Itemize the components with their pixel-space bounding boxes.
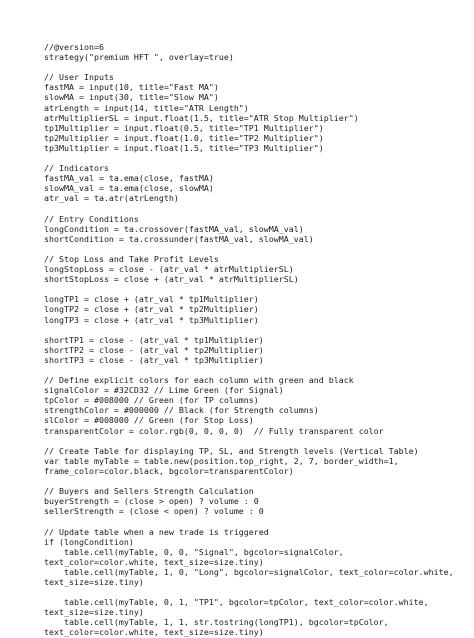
code-line: // Indicators (44, 163, 109, 174)
code-line: tp3Multiplier = input.float(1.5, title="TP3 Multiplier") (44, 142, 324, 153)
code-line: transparentColor = color.rgb(0, 0, 0, 0) // Fully transparent color (44, 425, 384, 436)
code-line: text_color=color.white, text_size=size.tiny) (44, 627, 264, 638)
code-line: longTP3 = close + (atr_val * tp3Multiplier) (44, 314, 259, 325)
blank-line (44, 476, 464, 486)
code-line: shortStopLoss = close + (atr_val * atrMultiplierSL) (44, 274, 299, 285)
code-line: // Create Table for displaying TP, SL, and Strength levels (Vertical Table) (44, 445, 419, 456)
code-line: // Define explicit colors for each column with green and black (44, 375, 354, 386)
blank-line (44, 516, 464, 526)
code-line: var table myTable = table.new(position.top_right, 2, 7, border_width=1, (44, 455, 399, 466)
blank-line (44, 204, 464, 214)
code-line: shortTP2 = close - (atr_val * tp2Multiplier) (44, 344, 264, 355)
code-line: slowMA = input(30, title="Slow MA") (44, 92, 219, 103)
blank-line (44, 436, 464, 446)
blank-line (44, 284, 464, 294)
blank-line (44, 325, 464, 335)
code-line: table.cell(myTable, 0, 1, "TP1", bgcolor=tpColor, text_color=color.white, (44, 597, 429, 608)
code-line: longTP1 = close + (atr_val * tp1Multiplier) (44, 294, 259, 305)
code-line: text_size=size.tiny) (44, 607, 144, 618)
code-line: slowMA_val = ta.ema(close, slowMA) (44, 183, 214, 194)
code-line: longStopLoss = close - (atr_val * atrMultiplierSL) (44, 264, 294, 275)
code-line: atrMultiplierSL = input.float(1.5, title="ATR Stop Multiplier") (44, 112, 359, 123)
code-line: // Stop Loss and Take Profit Levels (44, 253, 219, 264)
code-line: slColor = #008000 // Green (for Stop Loss) (44, 415, 254, 426)
code-line: buyerStrength = (close > open) ? volume : 0 (44, 496, 259, 507)
code-line: // Entry Conditions (44, 213, 139, 224)
code-line: shortTP3 = close - (atr_val * tp3Multiplier) (44, 354, 264, 365)
code-line: strengthColor = #000000 // Black (for Strength columns) (44, 405, 319, 416)
code-line: sellerStrength = (close < open) ? volume : 0 (44, 506, 264, 517)
code-line: longCondition = ta.crossover(fastMA_val, slowMA_val) (44, 223, 304, 234)
code-line: if (longCondition) (44, 536, 134, 547)
code-line: table.cell(myTable, 1, 1, str.tostring(longTP1), bgcolor=tpColor, (44, 617, 389, 628)
code-line: fastMA_val = ta.ema(close, fastMA) (44, 173, 214, 184)
code-block (44, 42, 464, 638)
code-line: // Update table when a new trade is triggered (44, 526, 269, 537)
code-line: frame_color=color.black, bgcolor=transparentColor) (44, 465, 294, 476)
blank-line (44, 62, 464, 72)
code-line: // Buyers and Sellers Strength Calculation (44, 486, 254, 497)
code-line: signalColor = #32CD32 // Lime Green (for Signal) (44, 385, 284, 396)
code-line: atrLength = input(14, title="ATR Length") (44, 102, 249, 113)
code-line: tp1Multiplier = input.float(0.5, title="TP1 Multiplier") (44, 122, 324, 133)
code-line: // User Inputs (44, 72, 114, 83)
code-line: text_color=color.white, text_size=size.tiny) (44, 556, 264, 567)
code-line: tpColor = #008000 // Green (for TP columns) (44, 395, 259, 406)
code-line: table.cell(myTable, 0, 0, "Signal", bgcolor=signalColor, (44, 546, 344, 557)
code-line: table.cell(myTable, 1, 0, "Long", bgcolor=signalColor, text_color=color.white, (44, 566, 454, 577)
code-line: longTP2 = close + (atr_val * tp2Multiplier) (44, 304, 259, 315)
code-line: atr_val = ta.atr(atrLength) (44, 193, 179, 204)
code-line: fastMA = input(10, title="Fast MA") (44, 82, 219, 93)
code-line: shortCondition = ta.crossunder(fastMA_val, slowMA_val) (44, 233, 314, 244)
code-line: //@version=6 (44, 42, 104, 52)
blank-line (44, 153, 464, 163)
blank-line (44, 244, 464, 254)
code-line: text_size=size.tiny) (44, 576, 144, 587)
blank-line (44, 587, 464, 597)
code-line: shortTP1 = close - (atr_val * tp1Multiplier) (44, 334, 264, 345)
code-line: strategy("premium HFT ", overlay=true) (44, 52, 234, 63)
code-line: tp2Multiplier = input.float(1.0, title="TP2 Multiplier") (44, 132, 324, 143)
blank-line (44, 365, 464, 375)
